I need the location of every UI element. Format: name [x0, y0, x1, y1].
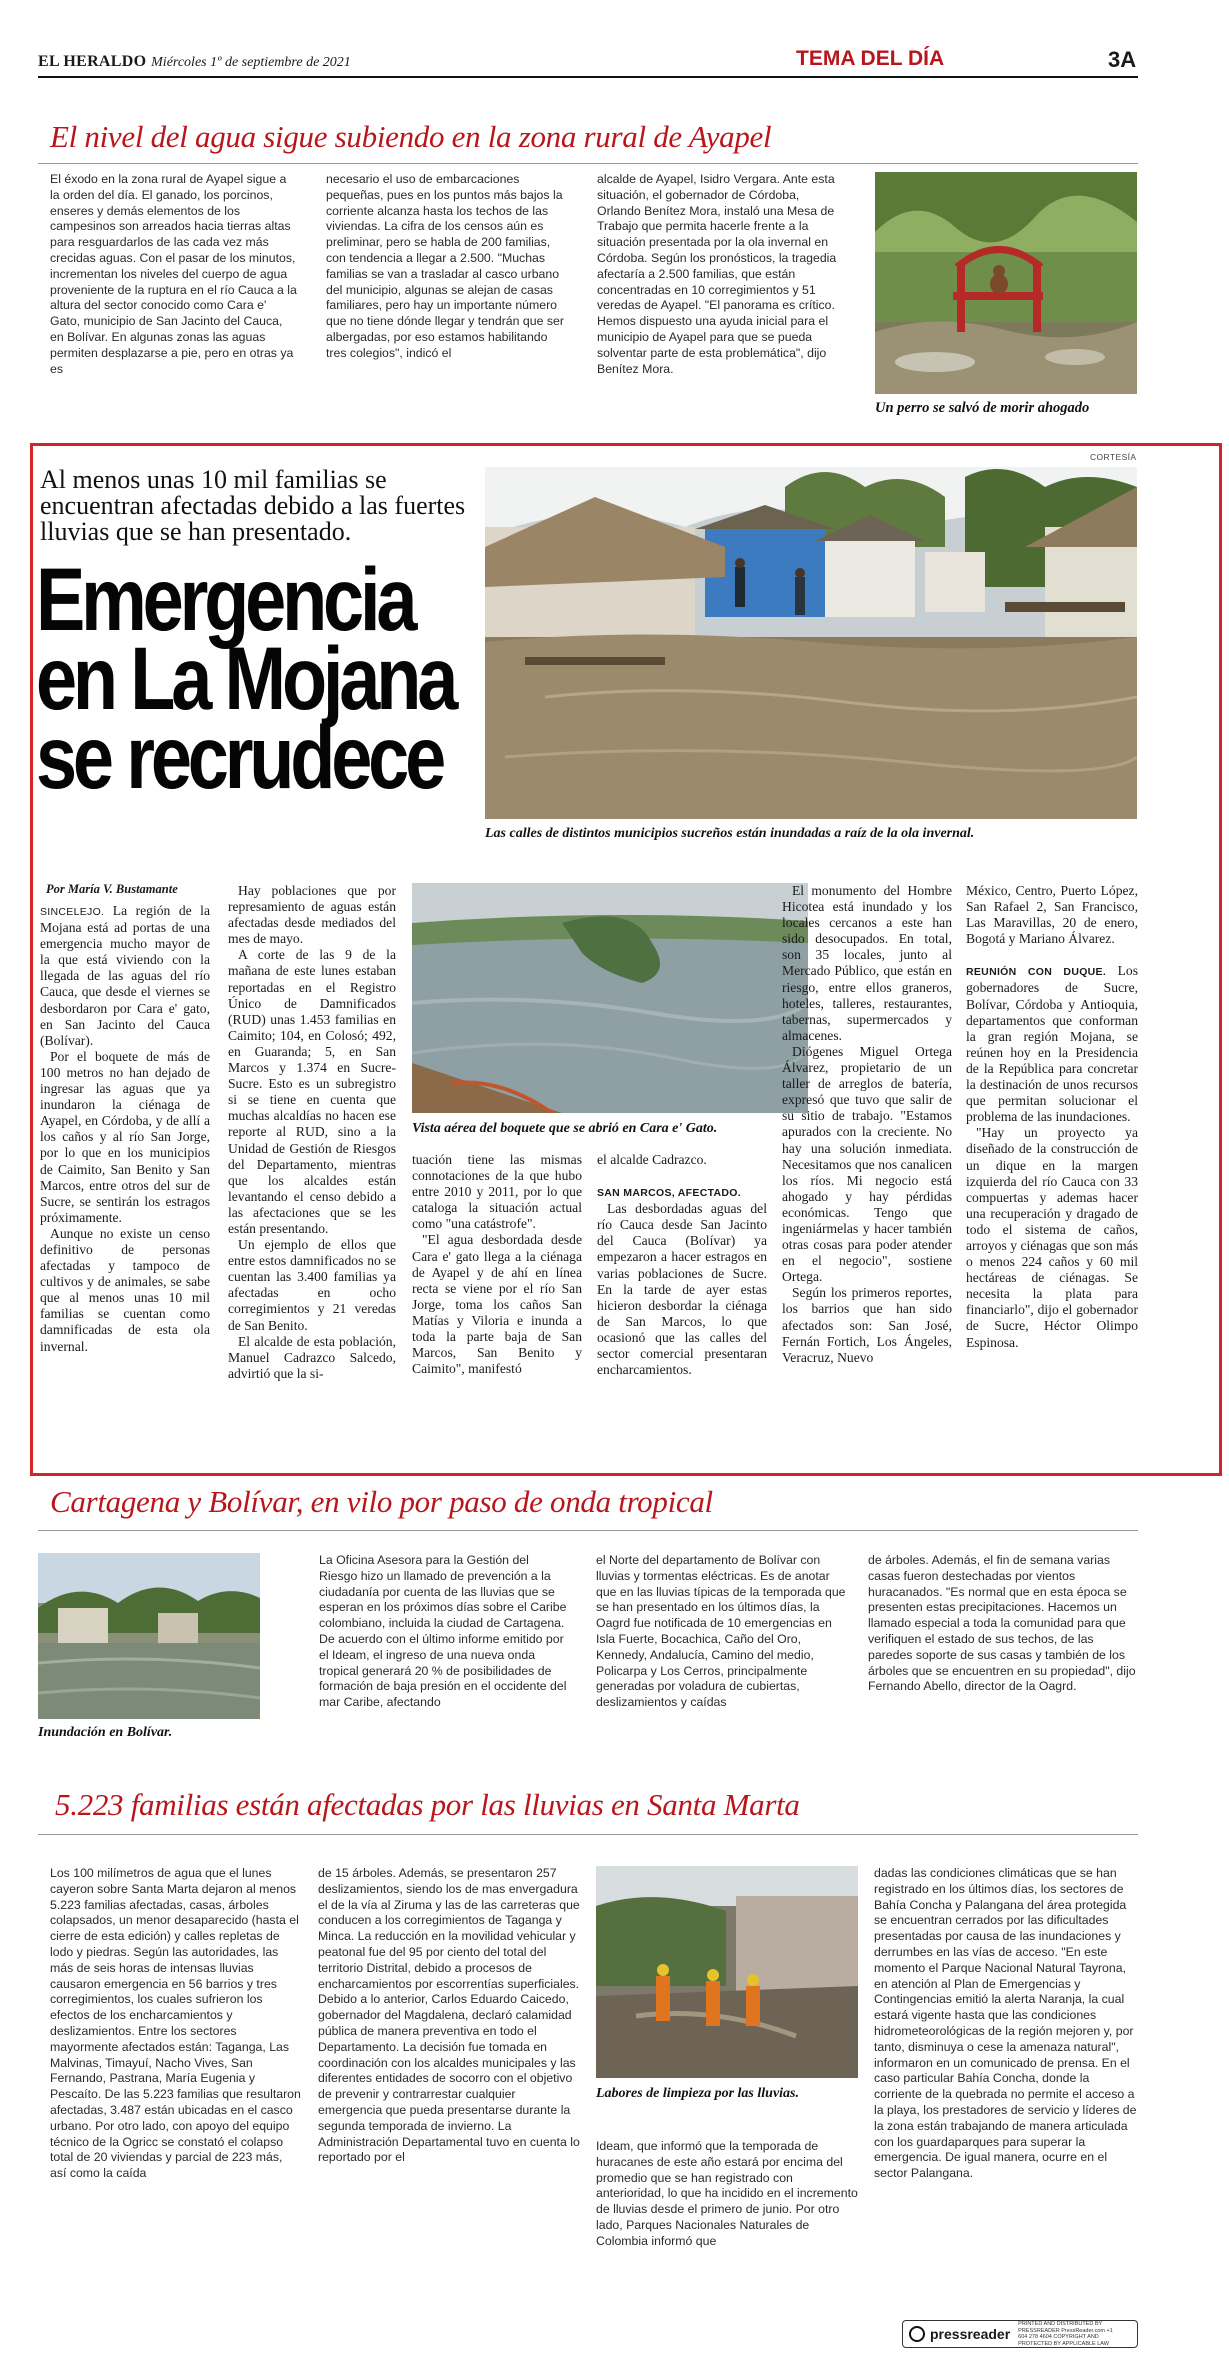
- main-col2: [228, 883, 396, 1463]
- pressreader-icon: [909, 2326, 925, 2342]
- main-col1-p1: La región de la Mojana está ad portas de una emergencia mucho mayor de la que está viviendo con la llegada de las aguas del río Cauca, que desde el viernes se desbordaron por Cara e' gato, en San Jacinto del Cauca (Bolívar).: [40, 903, 210, 1048]
- article4-col4: dadas las condiciones climáticas que se han registrado en los últimos días, los sectores de Bahía Concha y Palangana del área protegida se encuentran cerrados por las dificultades presentadas por causa de las inundaciones y derrumbes en las vías de acceso. "En este momento el Parque Nacional Natural Tayrona, en atención al Plan de Emergencias y Contingencias emitió la alerta Naranja, la cual estará vigente hasta que las condiciones hidrometeorológicas de la región mejoren y, por tanto, disminuya o cese la amenaza natural", informaron en un comunicado de prensa. En el caso particular Bahía Concha, donde la corriente de la quebrada no permite el acceso a la playa, los prestadores de servicio y líderes de la zona están trabajando de manera articulada con los guardaparques para superar la emergencia. De igual manera, ocurre en el sector Palangana.: [874, 1866, 1137, 2181]
- issue-date: Miércoles 1º de septiembre de 2021: [151, 55, 351, 70]
- newspaper-name: EL HERALDO: [38, 53, 147, 70]
- main-col6: [966, 883, 1138, 1463]
- aerial-photo-caption: Vista aérea del boquete que se abrió en Cara e' Gato.: [412, 1121, 718, 1136]
- main-col6-p3: "Hay un proyecto ya diseñado de la construcción de un dique en la margen izquierda del río Cauca con 33 compuertas y ademas hacer una recuperación y dragado de todo el sistema de caños, arroyos y ciénagas que son más o menos 224 caños y 60 mil hectáreas de ciénagas. Se necesita la plata para financiarlo", dijo el gobernador de Sucre, Héctor Olimpo Espinosa.: [966, 1125, 1138, 1350]
- article1-col1: El éxodo en la zona rural de Ayapel sigue a la orden del día. El ganado, los porcinos, enseres y demás elementos de los campesinos son arreados hacia tierras altas para resguardarlos de las cada vez más crecidas aguas. Con el pasar de los minutos, incrementan los niveles del cuerpo de agua proveniente de la ruptura en el río Cauca a la altura del sector conocido como Cara e' Gato, municipio de San Jacinto del Cauca, en Bolívar. En algunas zonas las aguas permiten desplazarse a pie, pero en otras ya es: [50, 172, 297, 376]
- main-col3-p1: tuación tiene las mismas connotaciones de la que hubo entre 2010 y 2011, por lo que cataloga la situación actual como "una catástrofe".: [412, 1152, 582, 1232]
- aerial-photo: [412, 883, 808, 1113]
- main-col2-p4: El alcalde de esta población, Manuel Cadrazco Salcedo, advirtió que la si-: [228, 1333, 396, 1381]
- article1-col3: alcalde de Ayapel, Isidro Vergara. Ante esta situación, el gobernador de Córdoba, Orlando Benítez Mora, instaló una Mesa de Trabajo que permita hacerle frente a la situación presentada por la ola invernal en Córdoba. Según los pronósticos, la tragedia afectaría a 2.500 familias, que están concentradas en 10 corregimientos y 51 veredas de Ayapel. "El panorama es crítico. Hemos dispuesto una ayuda inicial para el municipio de Ayapel para que se pueda solventar parte de esta problemática", dijo Benítez Mora.: [597, 172, 837, 376]
- main-col1: [40, 903, 210, 1463]
- pressreader-brand: pressreader: [930, 2326, 1011, 2342]
- main-col5-p3: Según los primeros reportes, los barrios que han sido afectados son: San José, Fernán Fortich, Los Ángeles, Veracruz, Nuevo: [782, 1285, 952, 1365]
- article3-col2: el Norte del departamento de Bolívar con lluvias y tormentas eléctricas. Es de anotar que en las lluvias típicas de la temporada que se han presentado en los últimos días, la Oagrd fue notificada de 10 emergencias en Isla Fuerte, Bocachica, Caño del Oro, Kennedy, Andalucía, Camino del medio, Policarpa y Los Cerros, principalmente generadas por voladura de cubiertas, deslizamientos y caídas: [596, 1553, 846, 1710]
- kicker-san-marcos: SAN MARCOS, AFECTADO.: [597, 1187, 741, 1200]
- cleanup-photo-caption: Labores de limpieza por las lluvias.: [596, 2086, 799, 2101]
- article3-col1: La Oficina Asesora para la Gestión del Riesgo hizo un llamado de prevención a la ciudadanía por cuenta de las lluvias que se esperan en los próximos días sobre el Caribe colombiano, incluida la ciudad de Cartagena. De acuerdo con el último informe emitido por el Ideam, el ingreso de una nueva onda tropical generará 20 % de posibilidades de formación de baja presión en el occidente del mar Caribe, afectando: [319, 1553, 567, 1710]
- main-col6-p2: Los gobernadores de Sucre, Bolívar, Córdoba y Antioquia, departamentos que conforman la gran región Mojana, se reúnen hoy en la Presidencia de la República para concretar la destinación de unos recursos que permitan solucionar el problema de las inundaciones.: [966, 963, 1138, 1125]
- flooded-street-caption: Las calles de distintos municipios sucreños están inundadas a raíz de la ola invernal.: [485, 826, 975, 841]
- main-col4-p1: Las desbordadas aguas del río Cauca desde San Jacinto del Cauca (Bolívar) ya empezaron a hacer estragos en varias poblaciones de Sucre. En la tarde de ayer estas hicieron desbordar la ciénaga de San Marcos, lo que ocasionó que las calles del sector comercial presentaran encharcamientos.: [597, 1201, 767, 1378]
- article4-col3: Ideam, que informó que la temporada de huracanes de este año estará por encima del promedio que se han registrado con anterioridad, lo que ha incidido en el incremento de lluvias desde el primero de junio. Por otro lado, Parques Nacionales Naturales de Colombia informó que: [596, 2139, 858, 2248]
- article3-col3: de árboles. Además, el fin de semana varias casas fueron destechadas por vientos huracanados. "Es normal que en esta época se presenten estas precipitaciones. Hacemos un llamado especial a toda la comunidad para que verifiquen el estado de sus techos, de las paredes soporte de sus casas y también de los árboles que se encuentren en su propiedad", dijo Fernando Abello, director de la Oagrd.: [868, 1553, 1136, 1694]
- pressreader-badge: [902, 2320, 1138, 2348]
- article4-col1: Los 100 milímetros de agua que el lunes cayeron sobre Santa Marta dejaron al menos 5.223 familias afectadas, casas, árboles colapsados, un menor desaparecido (hasta el cierre de esta edición) y calles repletas de lodo y piedras. Según las autoridades, las más de seis horas de intensas lluvias causaron emergencia en 56 barrios y tres corregimientos, los cuales sufrieron los efectos de los encharcamientos y deslizamientos. Entre los sectores mayormente afectados están: Taganga, Las Malvinas, Timayuí, Nacho Vives, San Fernando, Pastrana, María Eugenia y Pescaíto. De las 5.223 familias que resultaron afectadas, 3.487 están ubicadas en el casco urbano. Por otro lado, con apoyo del equipo técnico de la Ogricc se constató el colapso total de 20 viviendas y parcial de 223 más, así como la caída: [50, 1866, 301, 2181]
- headline-line-1: Emergencia: [36, 549, 414, 649]
- main-headline: [36, 549, 455, 807]
- article1-rule: [38, 163, 1138, 164]
- article4-title: 5.223 familias están afectadas por las lluvias en Santa Marta: [55, 1787, 800, 1822]
- header-rule: [38, 76, 1138, 78]
- main-col6-p1: México, Centro, Puerto López, San Rafael 2, San Francisco, Las Maravillas, 20 de enero, Bogotá y Mariano Álvarez.: [966, 883, 1138, 947]
- article3-rule: [38, 1530, 1138, 1531]
- dog-photo: [875, 172, 1137, 394]
- cleanup-photo: [596, 1866, 858, 2078]
- masthead: [38, 52, 351, 71]
- headline-line-2: en La Mojana: [36, 628, 455, 728]
- main-col5: [782, 883, 952, 1463]
- byline: Por María V. Bustamante: [46, 882, 178, 896]
- main-col4: [597, 1152, 767, 1463]
- bolivar-photo-caption: Inundación en Bolívar.: [38, 1725, 173, 1740]
- article4-rule: [38, 1834, 1138, 1835]
- article3-title: Cartagena y Bolívar, en vilo por paso de onda tropical: [50, 1484, 713, 1519]
- main-deck: Al menos unas 10 mil familias se encuentran afectadas debido a las fuertes lluvias que se han presentado.: [40, 465, 466, 546]
- pressreader-fineprint: PRINTED AND DISTRIBUTED BY PRESSREADER PressReader.com +1 604 278 4604 COPYRIGHT AND PROTECTED BY APPLICABLE LAW: [1018, 2321, 1113, 2347]
- article1-col2: necesario el uso de embarcaciones pequeñas, pues en los puntos más bajos la corriente alcanza hasta los techos de las viviendas. La cifra de los censos aún es preliminar, pero se habla de 200 familias, con tendencia a llegar a 2.500. "Muchas familias se van a trasladar al casco urbano del municipio, algunas se alejan de casas familiares, pero hay un importante número que no tiene dónde llegar y tendrán que ser albergadas, por eso estamos habilitando tres colegios", indicó el: [326, 172, 564, 360]
- dateline: SINCELEJO.: [40, 906, 105, 918]
- main-col4-p0: el alcalde Cadrazco.: [597, 1152, 707, 1167]
- main-col2-p3: Un ejemplo de ellos que entre estos damnificados no se cuentan las 3.400 familias ya afectadas en ocho corregimientos y 21 veredas de San Benito.: [228, 1237, 396, 1333]
- main-col3-p2: "El agua desbordada desde Cara e' gato llega a la ciénaga de Ayapel y de ahí en línea recta se viene por el río San Jorge, toma los caños San Matías y Viloria e inunda a toda la parte baja de San Marcos, San Benito y Caimito", manifestó: [412, 1232, 582, 1377]
- main-col5-p2: Diógenes Miguel Ortega Álvarez, propietario de un taller de arreglos de batería, expresó que tuvo que salir de su sitio de trabajo. "Estamos apurados con la creciente. No hay una solución inmediata. Necesitamos que nos canalicen los ríos. Mi negocio está ahogado y hay pérdidas económicas. Tengo que ingeniármelas y hacer también otras cosas para poder atender en el negocio", sostiene Ortega.: [782, 1043, 952, 1285]
- kicker-reunion: REUNIÓN CON DUQUE.: [966, 966, 1107, 979]
- headline-line-3: se recrudece: [36, 707, 443, 807]
- page-number: 3A: [1108, 47, 1137, 72]
- main-col5-p1: El monumento del Hombre Hicotea está inundado y los locales cercanos a este han sido desocupados. En total, son 35 locales, junto al Mercado Público, que están en riesgo, entre ellos graneros, hoteles, talleres, restaurantes, tabernas, supermercados y almacenes.: [782, 883, 952, 1043]
- main-col1-p3: Aunque no existe un censo definitivo de personas afectadas y tampoco de cultivos y de animales, se sabe que al menos unas 10 mil familias se cuentan como damnificadas de esta ola invernal.: [40, 1225, 210, 1354]
- article4-col2: de 15 árboles. Además, se presentaron 257 deslizamientos, siendo los de mas envergadura el de la vía al Ziruma y las de las carreteras que conducen a los corregimientos de Taganga y Minca. La reducción en la movilidad vehicular y peatonal fue del 95 por ciento del total del territorio Distrital, debido a procesos de encharcamientos por escorrentías superficiales. Debido a lo anterior, Carlos Eduardo Caicedo, gobernador del Magdalena, declaró calamidad pública de manera preventiva en todo el Departamento. La decisión fue tomada en coordinación con los alcaldes municipales y las diferentes entidades de socorro con el objetivo de prevenir y contrarrestar cualquier emergencia que pueda presentarse durante la segunda temporada de invierno. La Administración Departamental tuvo en cuenta lo reportado por el: [318, 1866, 580, 2165]
- main-col1-p2: Por el boquete de más de 100 metros no han dejado de ingresar las aguas que ya inundaron la ciénaga de Ayapel, en Córdoba, y de allí a los caños y al río San Jorge, por lo que en los municipios de Caimito, San Benito y San Marcos, entre otros del sur de Sucre, se sentirán los estragos próximamente.: [40, 1048, 210, 1225]
- section-name: TEMA DEL DÍA: [796, 47, 945, 70]
- photo-credit: CORTESÍA: [1090, 452, 1137, 462]
- main-col3: [412, 1152, 582, 1463]
- article1-title: El nivel del agua sigue subiendo en la zona rural de Ayapel: [50, 119, 772, 154]
- dog-photo-caption: Un perro se salvó de morir ahogado: [875, 400, 1090, 416]
- main-col2-p2: A corte de las 9 de la mañana de este lunes estaban reportadas en el Registro Único de Damnificados (RUD) unas 1.453 familias en Caimito; 104, en Colosó; 492, en Guaranda; 5, en San Marcos y 1.374 en Sucre-Sucre. Esto es un subregistro si se tiene en cuenta que muchas alcaldías no hacen ese reporte al RUD, sino a la Unidad de Gestión de Riesgos del Departamento, mientras que los alcaldes están levantando el censo debido a las afectaciones que se les están presentando.: [228, 947, 396, 1236]
- bolivar-flood-photo: [38, 1553, 260, 1719]
- flooded-street-photo: [485, 467, 1137, 819]
- main-col2-p1: Hay poblaciones que por represamiento de aguas están afectadas desde mediados del mes de mayo.: [228, 883, 396, 947]
